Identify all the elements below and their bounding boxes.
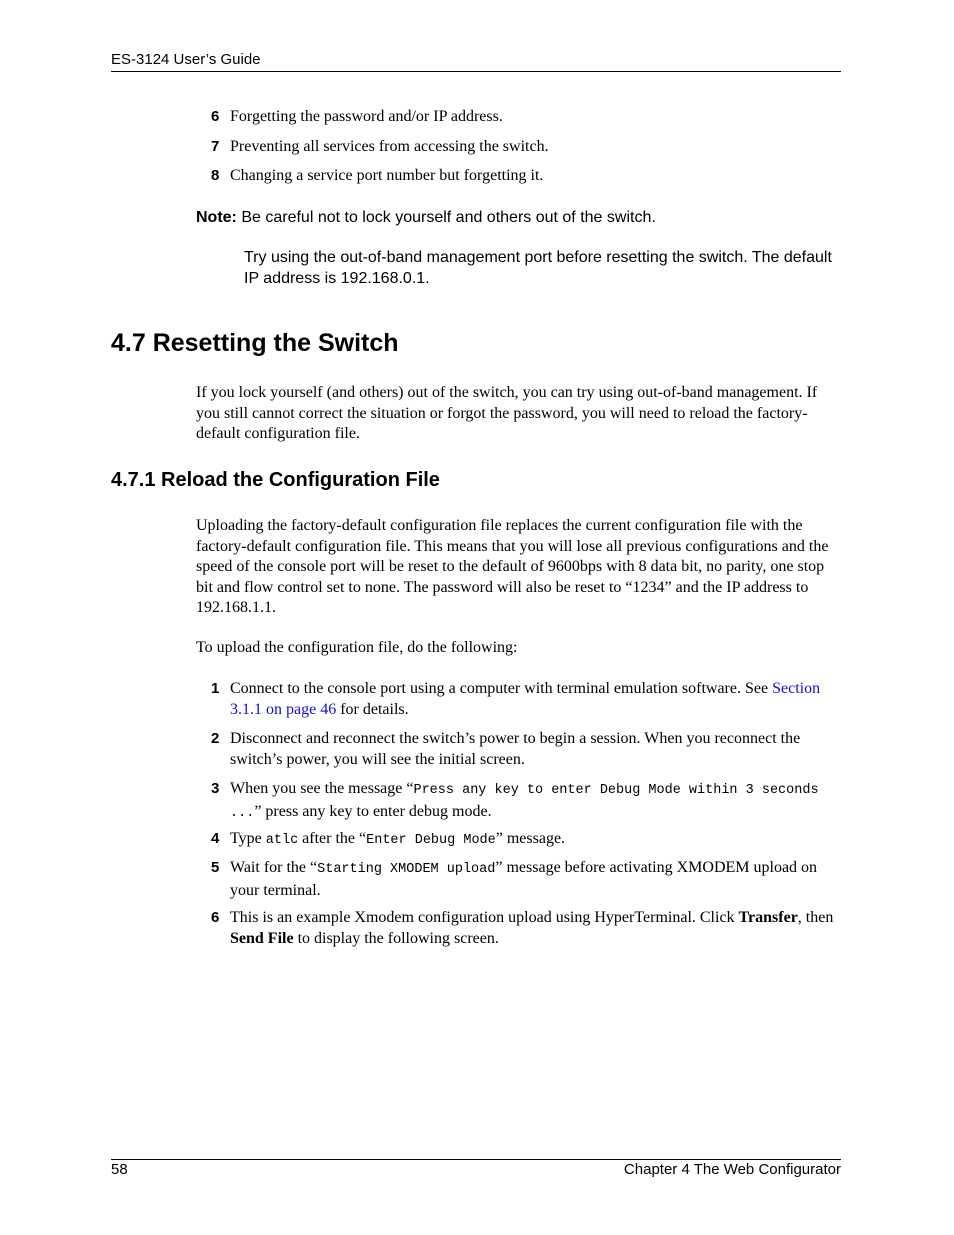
section-link[interactable]: Section 3.1.1 on page 46 <box>230 680 821 718</box>
section-heading: 4.7 Resetting the Switch <box>111 329 399 357</box>
list-item <box>211 137 841 158</box>
step-text-segment: after the “ <box>298 830 367 847</box>
step-text-segment: Wait for the “ <box>230 859 318 876</box>
subsection-paragraph: Uploading the factory-default configuration file replaces the current configuration file with the factory-default configuration file. This means that you will lose all previous configurations and the speed of the console port will be reset to the default of 9600bps with 8 data bit, no parity, one stop bit and flow control set to none. The password will also be reset to “1234” and the IP address to 192.168.1.1. <box>196 517 829 616</box>
step-text-segment: for details. <box>336 700 409 718</box>
step-text-segment: ” press any key to enter debug mode. <box>254 802 492 820</box>
step-item <box>211 679 841 720</box>
code-text: Starting XMODEM upload <box>317 862 496 877</box>
note-text: Be careful not to lock yourself and others out of the switch. <box>236 209 656 226</box>
step-item <box>211 829 841 852</box>
note <box>196 207 841 228</box>
code-text: atlc <box>265 833 299 848</box>
bold-term: Send File <box>230 929 294 947</box>
step-item <box>211 779 841 824</box>
note-label: Note: <box>196 209 237 226</box>
list-item-text: Changing a service port number but forgetting it. <box>230 167 544 184</box>
step-number: 2 <box>211 730 220 747</box>
step-number: 6 <box>211 909 220 926</box>
step-text-segment: When you see the message “ <box>230 780 414 797</box>
bold-term: Transfer <box>738 909 798 926</box>
list-item-text: Forgetting the password and/or IP address. <box>230 108 503 125</box>
step-item <box>211 908 841 949</box>
step-text <box>230 829 841 852</box>
subsection-heading: 4.7.1 Reload the Configuration File <box>111 469 440 491</box>
step-text-segment: ” message. <box>495 830 566 847</box>
footer-rule <box>111 1159 841 1160</box>
step-text-segment: Type <box>230 830 266 847</box>
header-title: ES-3124 User’s Guide <box>111 51 261 68</box>
section-paragraph: If you lock yourself (and others) out of the switch, you can try using out-of-band management. If you still cannot correct the situation or forgot the password, you will need to reload the factory-default configuration file. <box>196 384 818 442</box>
step-text <box>230 858 841 901</box>
step-number: 5 <box>211 859 220 876</box>
subsection-paragraph-2: To upload the configuration file, do the following: <box>196 639 518 656</box>
step-text-segment: ” message before activating XMODEM upload on your terminal. <box>230 859 818 899</box>
step-text <box>230 908 841 949</box>
step-number: 1 <box>211 680 220 697</box>
list-item <box>211 107 841 128</box>
list-item-number: 7 <box>211 138 220 155</box>
step-text-segment: to display the following screen. <box>293 929 499 947</box>
step-text-segment: This is an example Xmodem configuration upload using HyperTerminal. Click <box>230 909 739 926</box>
list-item-number: 6 <box>211 108 220 125</box>
code-text: Press any key to enter Debug Mode within 3 seconds ... <box>230 783 819 821</box>
list-item-number: 8 <box>211 167 220 184</box>
step-text-segment: Connect to the console port using a computer with terminal emulation software. See <box>230 680 773 697</box>
list-item-text: Preventing all services from accessing the switch. <box>230 138 549 155</box>
list-item <box>211 166 841 187</box>
step-number: 3 <box>211 780 220 797</box>
header-rule <box>111 71 841 72</box>
step-text <box>230 679 841 720</box>
page-number: 58 <box>111 1161 128 1178</box>
step-item <box>211 729 841 770</box>
note-paragraph: Try using the out-of-band management port before resetting the switch. The default IP address is 192.168.0.1. <box>244 249 832 287</box>
step-item <box>211 858 841 901</box>
step-number: 4 <box>211 830 220 847</box>
code-text: Enter Debug Mode <box>366 833 496 848</box>
chapter-title: Chapter 4 The Web Configurator <box>623 1161 841 1178</box>
step-text <box>230 779 841 824</box>
step-text-segment: , then <box>797 909 834 926</box>
step-text: Disconnect and reconnect the switch’s power to begin a session. When you reconnect the switch’s power, you will see the initial screen. <box>230 730 801 768</box>
